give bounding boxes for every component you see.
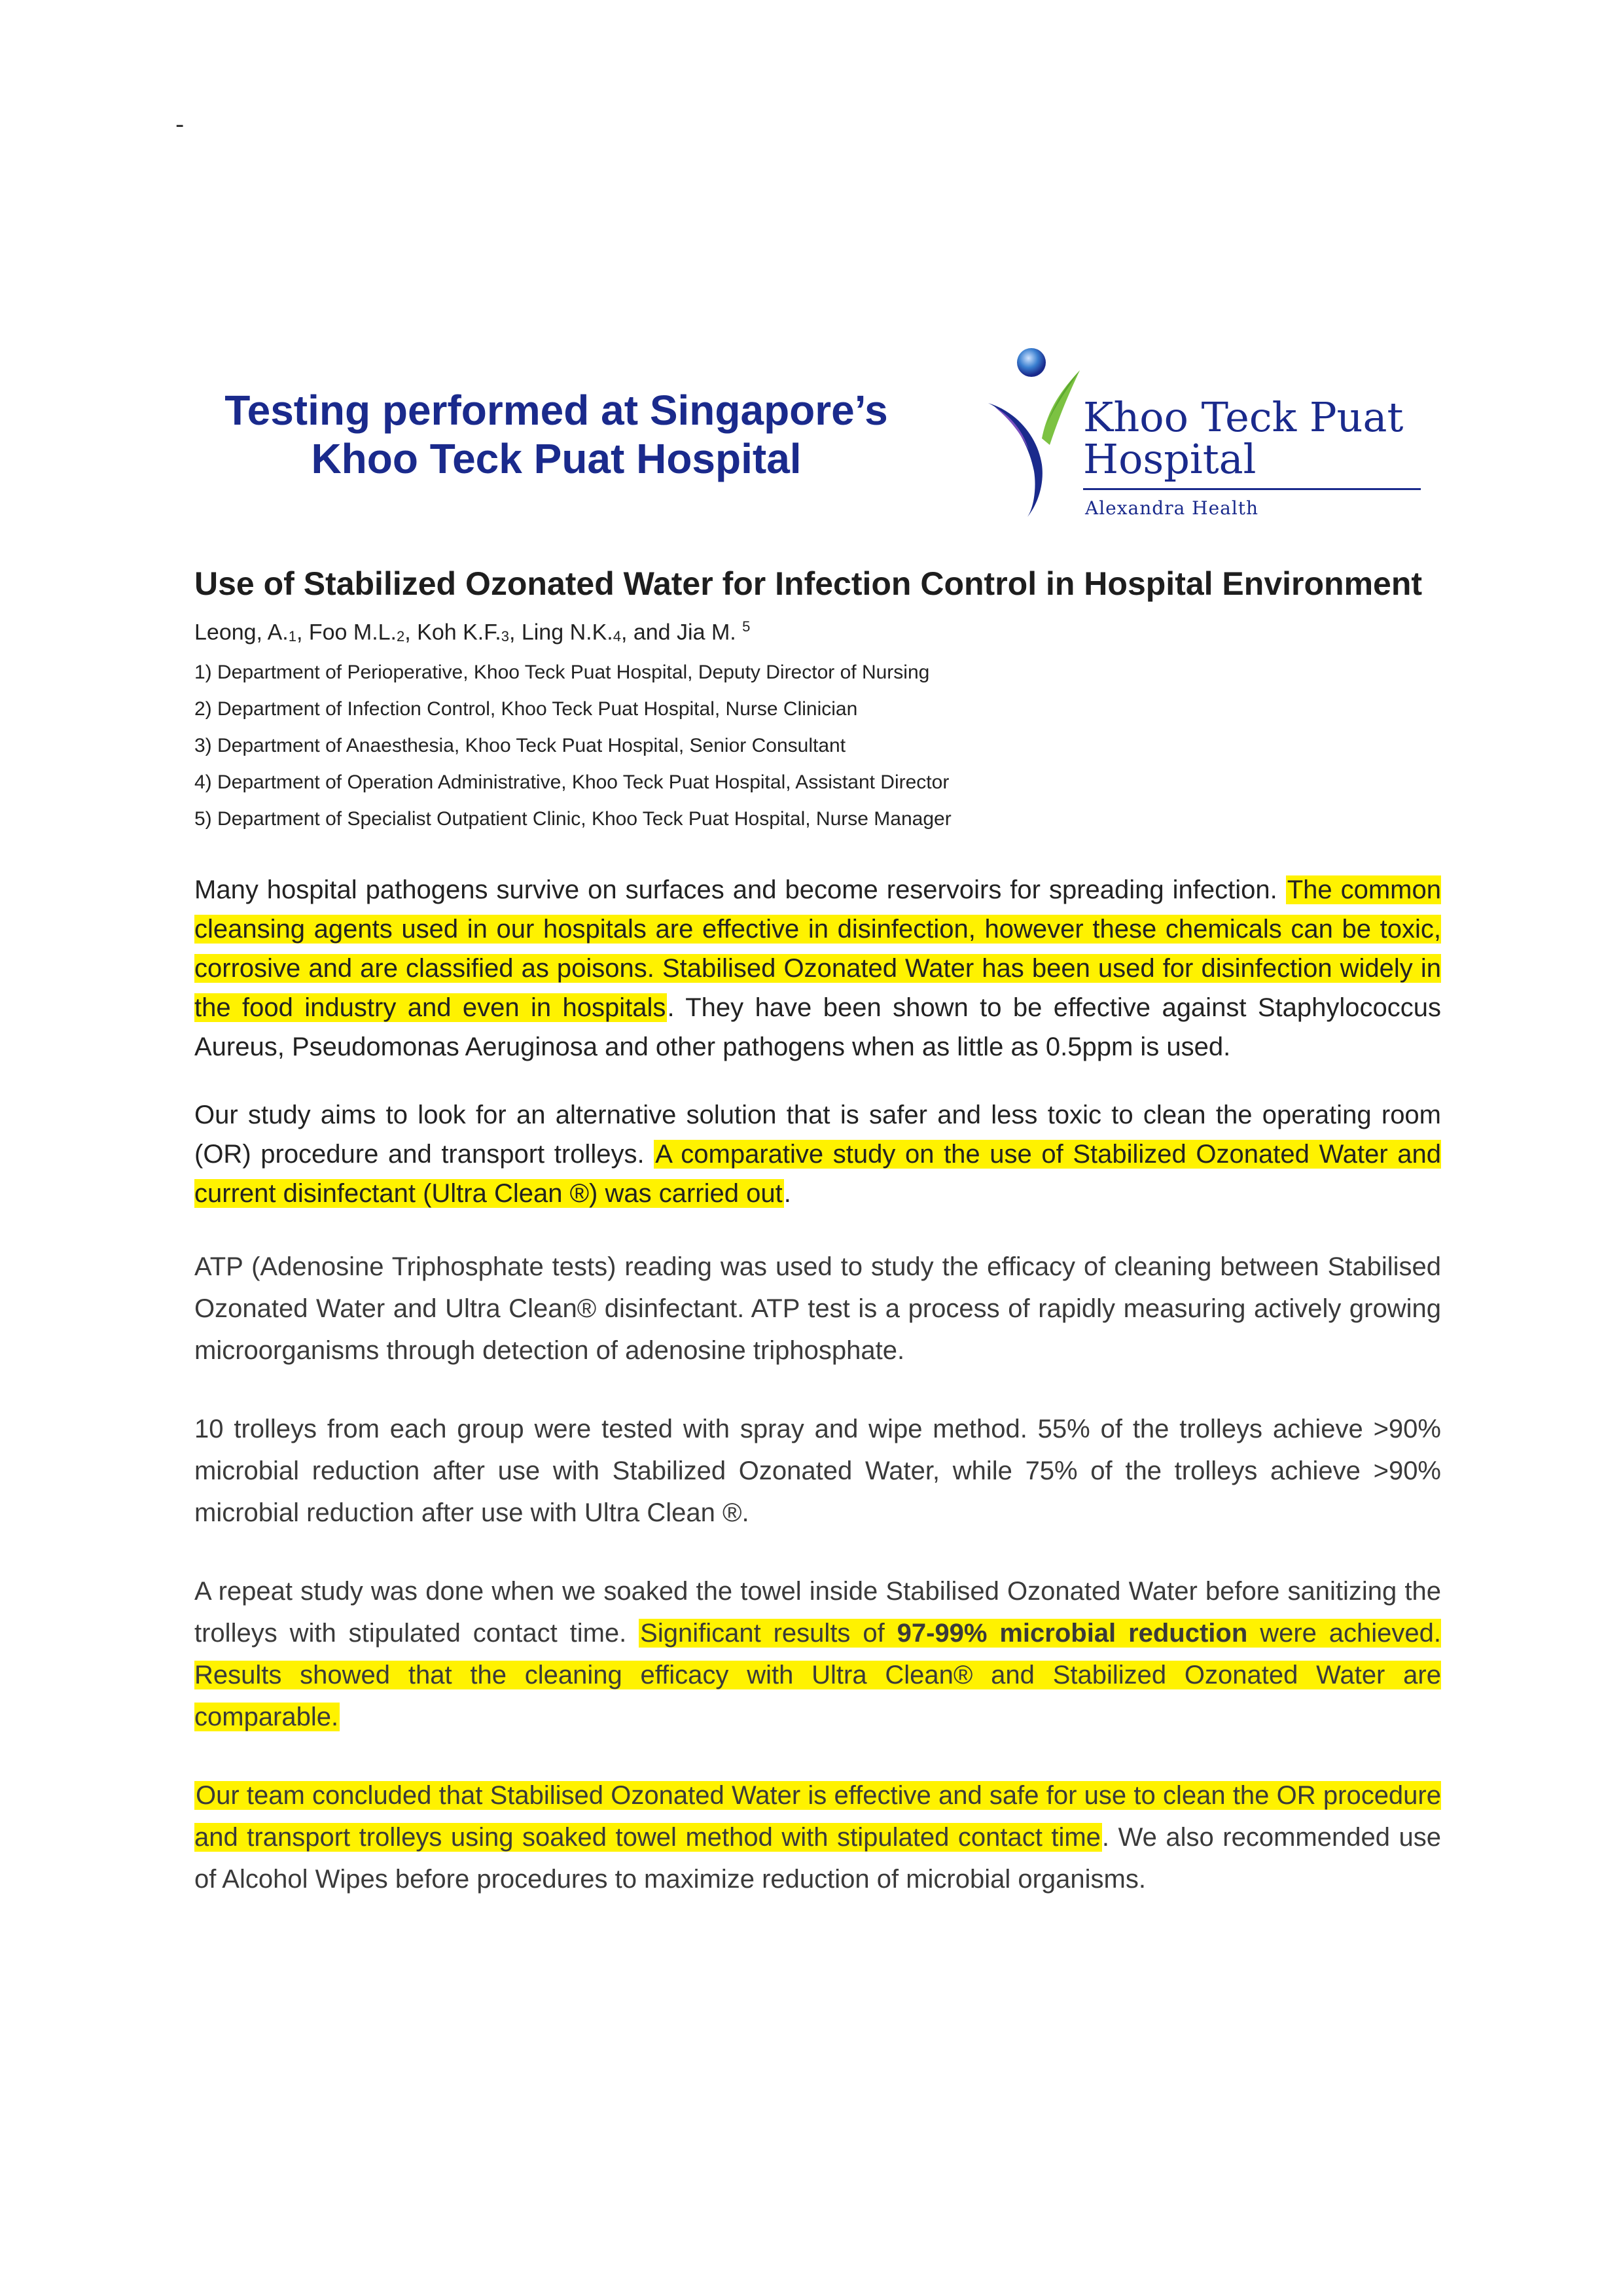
author-separator: , (508, 620, 522, 645)
paragraph-text: Many hospital pathogens survive on surfaces and become reservoirs for spreading infection. (194, 875, 1286, 905)
header-title-line-2: Khoo Teck Puat Hospital (311, 435, 802, 482)
paragraph-text: A repeat study was done when we soaked the towel inside Stabilised Ozonated Water before sanitizing the trolleys with stipulated contact time. (194, 1577, 1441, 1648)
affiliation-item: 3) Department of Anaesthesia, Khoo Teck Puat Hospital, Senior Consultant (194, 735, 846, 757)
header-title-line-1: Testing performed at Singapore’s (224, 387, 888, 434)
highlighted-text-part: Significant results of (640, 1619, 897, 1648)
author-name: Jia M. (677, 620, 743, 645)
highlighted-text-part: were achieved. Results showed that the cleaning efficacy with Ultra Clean® and Stabilized Ozonated Water are comparable. (194, 1619, 1442, 1732)
author-ref: 2 (397, 628, 405, 645)
document-title: Use of Stabilized Ozonated Water for Infection Control in Hospital Environment (194, 565, 1423, 602)
logo-name-line-1: Khoo Teck Puat (1083, 393, 1404, 441)
highlighted-text: A comparative study on the use of Stabilized Ozonated Water and current disinfectant (Ultra Clean ®) was carried out (194, 1140, 1441, 1209)
highlighted-bold-text: 97-99% microbial reduction (897, 1619, 1248, 1648)
paragraph-text: . We also recommended use of Alcohol Wipes before procedures to maximize reduction of microbial organisms. (194, 1823, 1441, 1894)
author-ref: 5 (742, 618, 751, 635)
author-list (194, 612, 1441, 649)
logo-subtitle: Alexandra Health (1085, 497, 1259, 519)
logo-figure-icon (982, 340, 1086, 523)
paragraph-text: Our study aims to look for an alternative solution that is safer and less toxic to clean the operating room (OR) procedure and transport trolleys. (194, 1101, 1441, 1169)
author-ref: 3 (501, 628, 509, 645)
author-name: Koh K.F. (417, 620, 501, 645)
highlighted-text: The common cleansing agents used in our hospitals are effective in disinfection, however these chemicals can be toxic, corrosive and are classified as poisons. Stabilised Ozonated Water has been used for disinfection widely in the food industry and even in hospitals (194, 875, 1441, 1023)
author-separator: , (404, 620, 418, 645)
logo-name (1083, 393, 1404, 483)
document-body (194, 563, 1441, 1900)
paragraph-conclusion (194, 1775, 1441, 1900)
logo-name-line-2: Hospital (1083, 435, 1257, 483)
affiliation-item: 1) Department of Perioperative, Khoo Teck Puat Hospital, Deputy Director of Nursing (194, 662, 930, 684)
author-name: Foo M.L. (308, 620, 397, 645)
affiliation-item: 4) Department of Operation Administrative, Khoo Teck Puat Hospital, Assistant Director (194, 771, 950, 794)
header-title (164, 386, 949, 483)
affiliation-item: 2) Department of Infection Control, Khoo Teck Puat Hospital, Nurse Clinician (194, 698, 858, 720)
paragraph-study-aim (194, 1095, 1441, 1213)
author-name: Leong, A. (194, 620, 289, 645)
highlighted-text: Our team concluded that Stabilised Ozonated Water is effective and safe for use to clean the OR procedure and transport trolleys using soaked towel method with stipulated contact time (194, 1781, 1441, 1852)
hospital-logo (982, 340, 1433, 523)
page-mark: - (175, 110, 185, 139)
author-separator: , and (620, 620, 677, 645)
logo-divider (1083, 488, 1421, 490)
paragraph-first-results: 10 trolleys from each group were tested with spray and wipe method. 55% of the trolleys achieve >90% microbial reduction after use with Stabilized Ozonated Water, while 75% of the trolleys achieve >90% microbial reduction after use with Ultra Clean ®. (194, 1415, 1441, 1528)
affiliation-item: 5) Department of Specialist Outpatient Clinic, Khoo Teck Puat Hospital, Nurse Manager (194, 808, 952, 830)
author-ref: 4 (613, 628, 621, 645)
author-name: Ling N.K. (521, 620, 613, 645)
paragraph-intro (194, 870, 1441, 1067)
paragraph-text: . They have been shown to be effective against Staphylococcus Aureus, Pseudomonas Aeruginosa and other pathogens when as little as 0.5ppm is used. (194, 993, 1441, 1062)
affiliation-list (194, 654, 1441, 838)
paragraph-atp-method: ATP (Adenosine Triphosphate tests) reading was used to study the efficacy of cleaning between Stabilised Ozonated Water and Ultra Clean® disinfectant. ATP test is a process of rapidly measuring actively growing microorganisms through detection of adenosine triphosphate. (194, 1252, 1441, 1366)
author-ref: 1 (288, 628, 296, 645)
author-separator: , (296, 620, 309, 645)
paragraph-repeat-study (194, 1570, 1441, 1738)
paragraph-text: . (783, 1179, 791, 1209)
